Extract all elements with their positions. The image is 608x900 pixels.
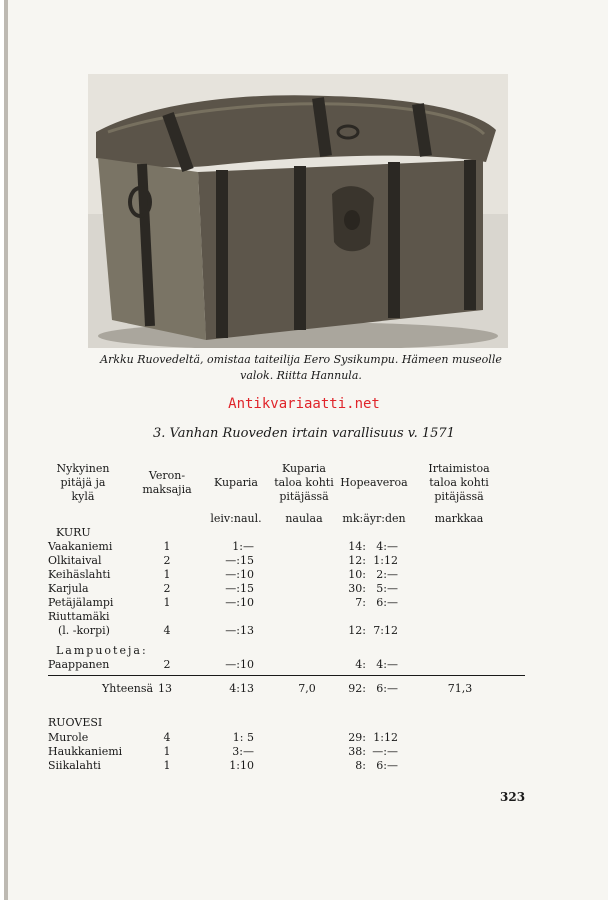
row-hopea-rest: 4:— — [376, 658, 398, 671]
row-name: Olkitaival — [48, 554, 102, 567]
row-hopea-rest: 5:— — [376, 582, 398, 595]
header-col1-line3: kylä — [71, 490, 95, 503]
row-hopea-rest: 4:— — [376, 540, 398, 553]
row-payers: 1 — [163, 540, 171, 553]
header-col6-line3: pitäjässä — [434, 490, 484, 503]
row-hopea-mk: 30: — [348, 582, 366, 595]
header-col1 — [44, 462, 122, 504]
row-name: Riuttamäki — [48, 610, 110, 623]
total-payers: 13 — [158, 682, 172, 695]
row-name: Haukkaniemi — [48, 745, 123, 758]
row-hopea-rest: 6:— — [376, 596, 398, 609]
row-payers: 2 — [163, 554, 171, 567]
row-kuparia: —:10 — [225, 596, 254, 609]
row-hopea-rest: 7:12 — [373, 624, 398, 637]
row-hopea-rest: 1:12 — [373, 731, 398, 744]
total-hopea-rest: 6:— — [376, 682, 398, 695]
caption-line-1: Arkku Ruovedeltä, omistaa taiteilija Eero Sysikumpu. Hämeen museolle — [100, 353, 502, 366]
row-payers: 1 — [163, 596, 171, 609]
total-kuparia-taloa: 7,0 — [298, 682, 316, 695]
row-hopea-mk: 12: — [348, 554, 366, 567]
row-hopea-rest: —:— — [372, 745, 398, 758]
row-payers: 1 — [163, 745, 171, 758]
header-col3 — [206, 476, 266, 490]
row-kuparia: 1: 5 — [232, 731, 254, 744]
page-edge — [4, 0, 8, 900]
row-name: Paappanen — [48, 658, 110, 671]
row-name-sub: (l. -korpi) — [58, 624, 110, 637]
row-name: Karjula — [48, 582, 89, 595]
row-name: Siikalahti — [48, 759, 101, 772]
header-col2 — [138, 469, 196, 497]
row-hopea-rest: 6:— — [376, 759, 398, 772]
lampuoteja-label: Lampuoteja: — [56, 644, 148, 657]
watermark: Antikvariaatti.net — [228, 396, 380, 412]
row-hopea-mk: 29: — [348, 731, 366, 744]
header-col6-line1: Irtaimistoa — [428, 462, 490, 475]
caption-line-2: valok. Riitta Hannula. — [240, 369, 362, 382]
header-col4-line1: Kuparia — [282, 462, 326, 475]
row-name: Murole — [48, 731, 89, 744]
header-col6-line2: taloa kohti — [429, 476, 489, 489]
row-payers: 1 — [163, 759, 171, 772]
row-hopea-rest: 1:12 — [373, 554, 398, 567]
header-col2-line1: Veron- — [148, 469, 186, 482]
header-col5-line1: Hopeaveroa — [340, 476, 408, 489]
total-irtaimisto: 71,3 — [447, 682, 473, 695]
header-col1-line1: Nykyinen — [56, 462, 110, 475]
row-hopea-mk: 10: — [348, 568, 366, 581]
total-divider — [48, 675, 525, 676]
row-hopea-mk: 12: — [348, 624, 366, 637]
row-name: Vaakaniemi — [48, 540, 113, 553]
unit-hopea: mk:äyr:den — [342, 512, 406, 525]
row-kuparia: —:13 — [225, 624, 254, 637]
row-name: Petäjälampi — [48, 596, 114, 609]
header-col3-line1: Kuparia — [214, 476, 258, 489]
row-hopea-mk: 7: — [355, 596, 366, 609]
row-kuparia: —:15 — [225, 582, 254, 595]
row-hopea-mk: 4: — [355, 658, 366, 671]
header-col1-line2: pitäjä ja — [60, 476, 106, 489]
row-payers: 2 — [163, 658, 171, 671]
header-col4-line2: taloa kohti — [274, 476, 334, 489]
row-kuparia: 1:10 — [229, 759, 254, 772]
unit-irtaimisto: markkaa — [434, 512, 484, 525]
row-payers: 4 — [163, 731, 171, 744]
row-payers: 2 — [163, 582, 171, 595]
row-kuparia: —:10 — [225, 658, 254, 671]
row-name: Keihäslahti — [48, 568, 111, 581]
total-label: Yhteensä — [102, 682, 154, 695]
section-title: 3. Vanhan Ruoveden irtain varallisuus v. 1571 — [153, 426, 455, 441]
group-heading-ruovesi: RUOVESI — [48, 716, 103, 729]
unit-kuparia: leiv:naul. — [210, 512, 262, 525]
row-hopea-rest: 2:— — [376, 568, 398, 581]
photo-caption — [70, 352, 532, 384]
total-hopea-mk: 92: — [348, 682, 366, 695]
row-payers: 1 — [163, 568, 171, 581]
row-kuparia: 3:— — [232, 745, 254, 758]
row-hopea-mk: 14: — [348, 540, 366, 553]
chest-photo — [88, 74, 508, 348]
unit-kuparia-taloa: naulaa — [285, 512, 323, 525]
header-col2-line2: maksajia — [142, 483, 192, 496]
header-col6 — [420, 462, 498, 504]
page-number: 323 — [500, 790, 526, 804]
row-kuparia: 1:— — [232, 540, 254, 553]
row-kuparia: —:10 — [225, 568, 254, 581]
row-payers: 4 — [163, 624, 171, 637]
total-kuparia: 4:13 — [229, 682, 254, 695]
header-col4 — [272, 462, 336, 504]
group-heading-kuru: KURU — [56, 526, 91, 539]
header-col5 — [338, 476, 410, 490]
header-col4-line3: pitäjässä — [279, 490, 329, 503]
row-hopea-mk: 38: — [348, 745, 366, 758]
row-hopea-mk: 8: — [355, 759, 366, 772]
row-kuparia: —:15 — [225, 554, 254, 567]
